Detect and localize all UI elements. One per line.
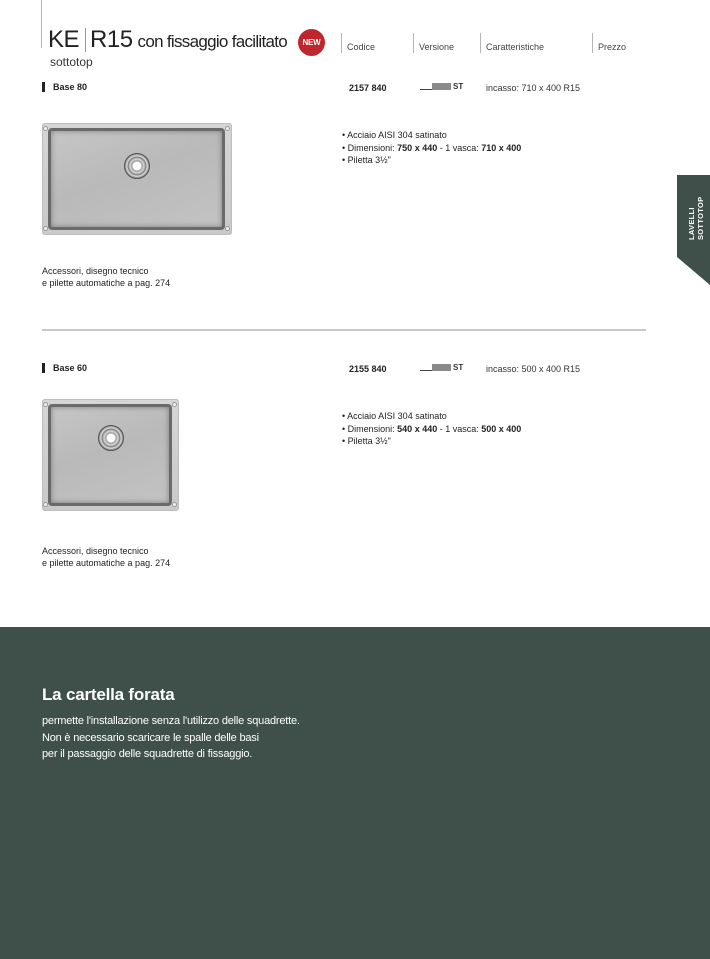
bolt-icon: [44, 403, 47, 406]
info-band-title: La cartella forata: [42, 685, 175, 704]
feature-line: • Dimensioni: 540 x 440 - 1 vasca: 500 x 400: [342, 423, 522, 434]
finish-swatch-icon: [432, 83, 451, 90]
bolt-icon: [173, 403, 176, 406]
product-base-label: [42, 363, 87, 373]
column-rule: [341, 33, 342, 53]
column-header-features: Caratteristiche: [486, 42, 545, 52]
model-description: con fissaggio facilitato: [137, 32, 288, 51]
finish-swatch-icon: [432, 364, 451, 371]
column-rule: [413, 33, 414, 53]
section-divider: [42, 329, 646, 331]
column-header-code: Codice: [347, 42, 376, 52]
info-band-line: permette l'installazione senza l'utilizzo delle squadrette.: [42, 715, 300, 727]
accessories-line: Accessori, disegno tecnico: [42, 546, 149, 556]
brand-name: KE: [48, 26, 80, 53]
bolt-icon: [173, 503, 176, 506]
accessories-note: [42, 546, 170, 569]
accessories-line: e pilette automatiche a pag. 274: [42, 277, 171, 288]
sink-bowl: [48, 404, 172, 506]
product-features: [342, 129, 521, 167]
title-separator: [85, 28, 86, 52]
column-rule: [480, 33, 481, 53]
feature-line: • Acciaio AISI 304 satinato: [342, 411, 447, 421]
accessories-line: e pilette automatiche a pag. 274: [42, 557, 171, 568]
bolt-icon: [44, 227, 47, 230]
product-version: [420, 82, 463, 91]
column-rule: [592, 33, 593, 53]
column-header-price: Prezzo: [598, 42, 627, 52]
bolt-icon: [226, 127, 229, 130]
version-line: [420, 89, 432, 90]
product-base-label: [42, 82, 87, 92]
accessories-note: [42, 266, 170, 289]
version-line: [420, 370, 432, 371]
sink-60-image: [42, 399, 179, 511]
info-band-line: per il passaggio delle squadrette di fissaggio.: [42, 748, 253, 760]
feature-line: • Piletta 3½": [342, 436, 391, 446]
product-incasso: incasso: 500 x 400 R15: [486, 364, 581, 374]
bolt-icon: [44, 127, 47, 130]
base-text: Base 60: [53, 363, 88, 373]
side-tab-label: [688, 197, 705, 240]
sink-bowl: [48, 128, 225, 230]
base-text: Base 80: [53, 82, 88, 92]
version-text: ST: [453, 363, 464, 372]
page-subtitle: sottotop: [50, 55, 93, 69]
base-marker: [42, 82, 45, 92]
feature-line: • Dimensioni: 750 x 440 - 1 vasca: 710 x 400: [342, 142, 522, 153]
info-band-line: Non è necessario scaricare le spalle delle basi: [42, 731, 259, 744]
column-header-version: Versione: [419, 42, 455, 52]
bolt-icon: [44, 503, 47, 506]
product-version: [420, 363, 463, 372]
side-tab-line: SOTTOTOP: [695, 196, 705, 240]
info-band-text: [42, 713, 300, 763]
accessories-line: Accessori, disegno tecnico: [42, 266, 149, 276]
base-marker: [42, 363, 45, 373]
feature-line: • Acciaio AISI 304 satinato: [342, 130, 447, 140]
page-title: [48, 28, 287, 52]
drain-icon: [98, 425, 124, 451]
header-rule: [41, 0, 42, 48]
info-band: [0, 627, 710, 959]
sink-80-image: [42, 123, 232, 235]
version-text: ST: [453, 82, 464, 91]
new-badge: NEW: [298, 29, 325, 56]
product-code: 2157 840: [349, 83, 387, 93]
model-name: R15: [90, 26, 133, 53]
product-incasso: incasso: 710 x 400 R15: [486, 83, 581, 93]
drain-icon: [124, 153, 150, 179]
feature-line: • Piletta 3½": [342, 155, 391, 165]
bolt-icon: [226, 227, 229, 230]
side-tab-line: LAVELLI: [687, 207, 696, 240]
product-features: [342, 410, 521, 448]
product-code: 2155 840: [349, 364, 387, 374]
